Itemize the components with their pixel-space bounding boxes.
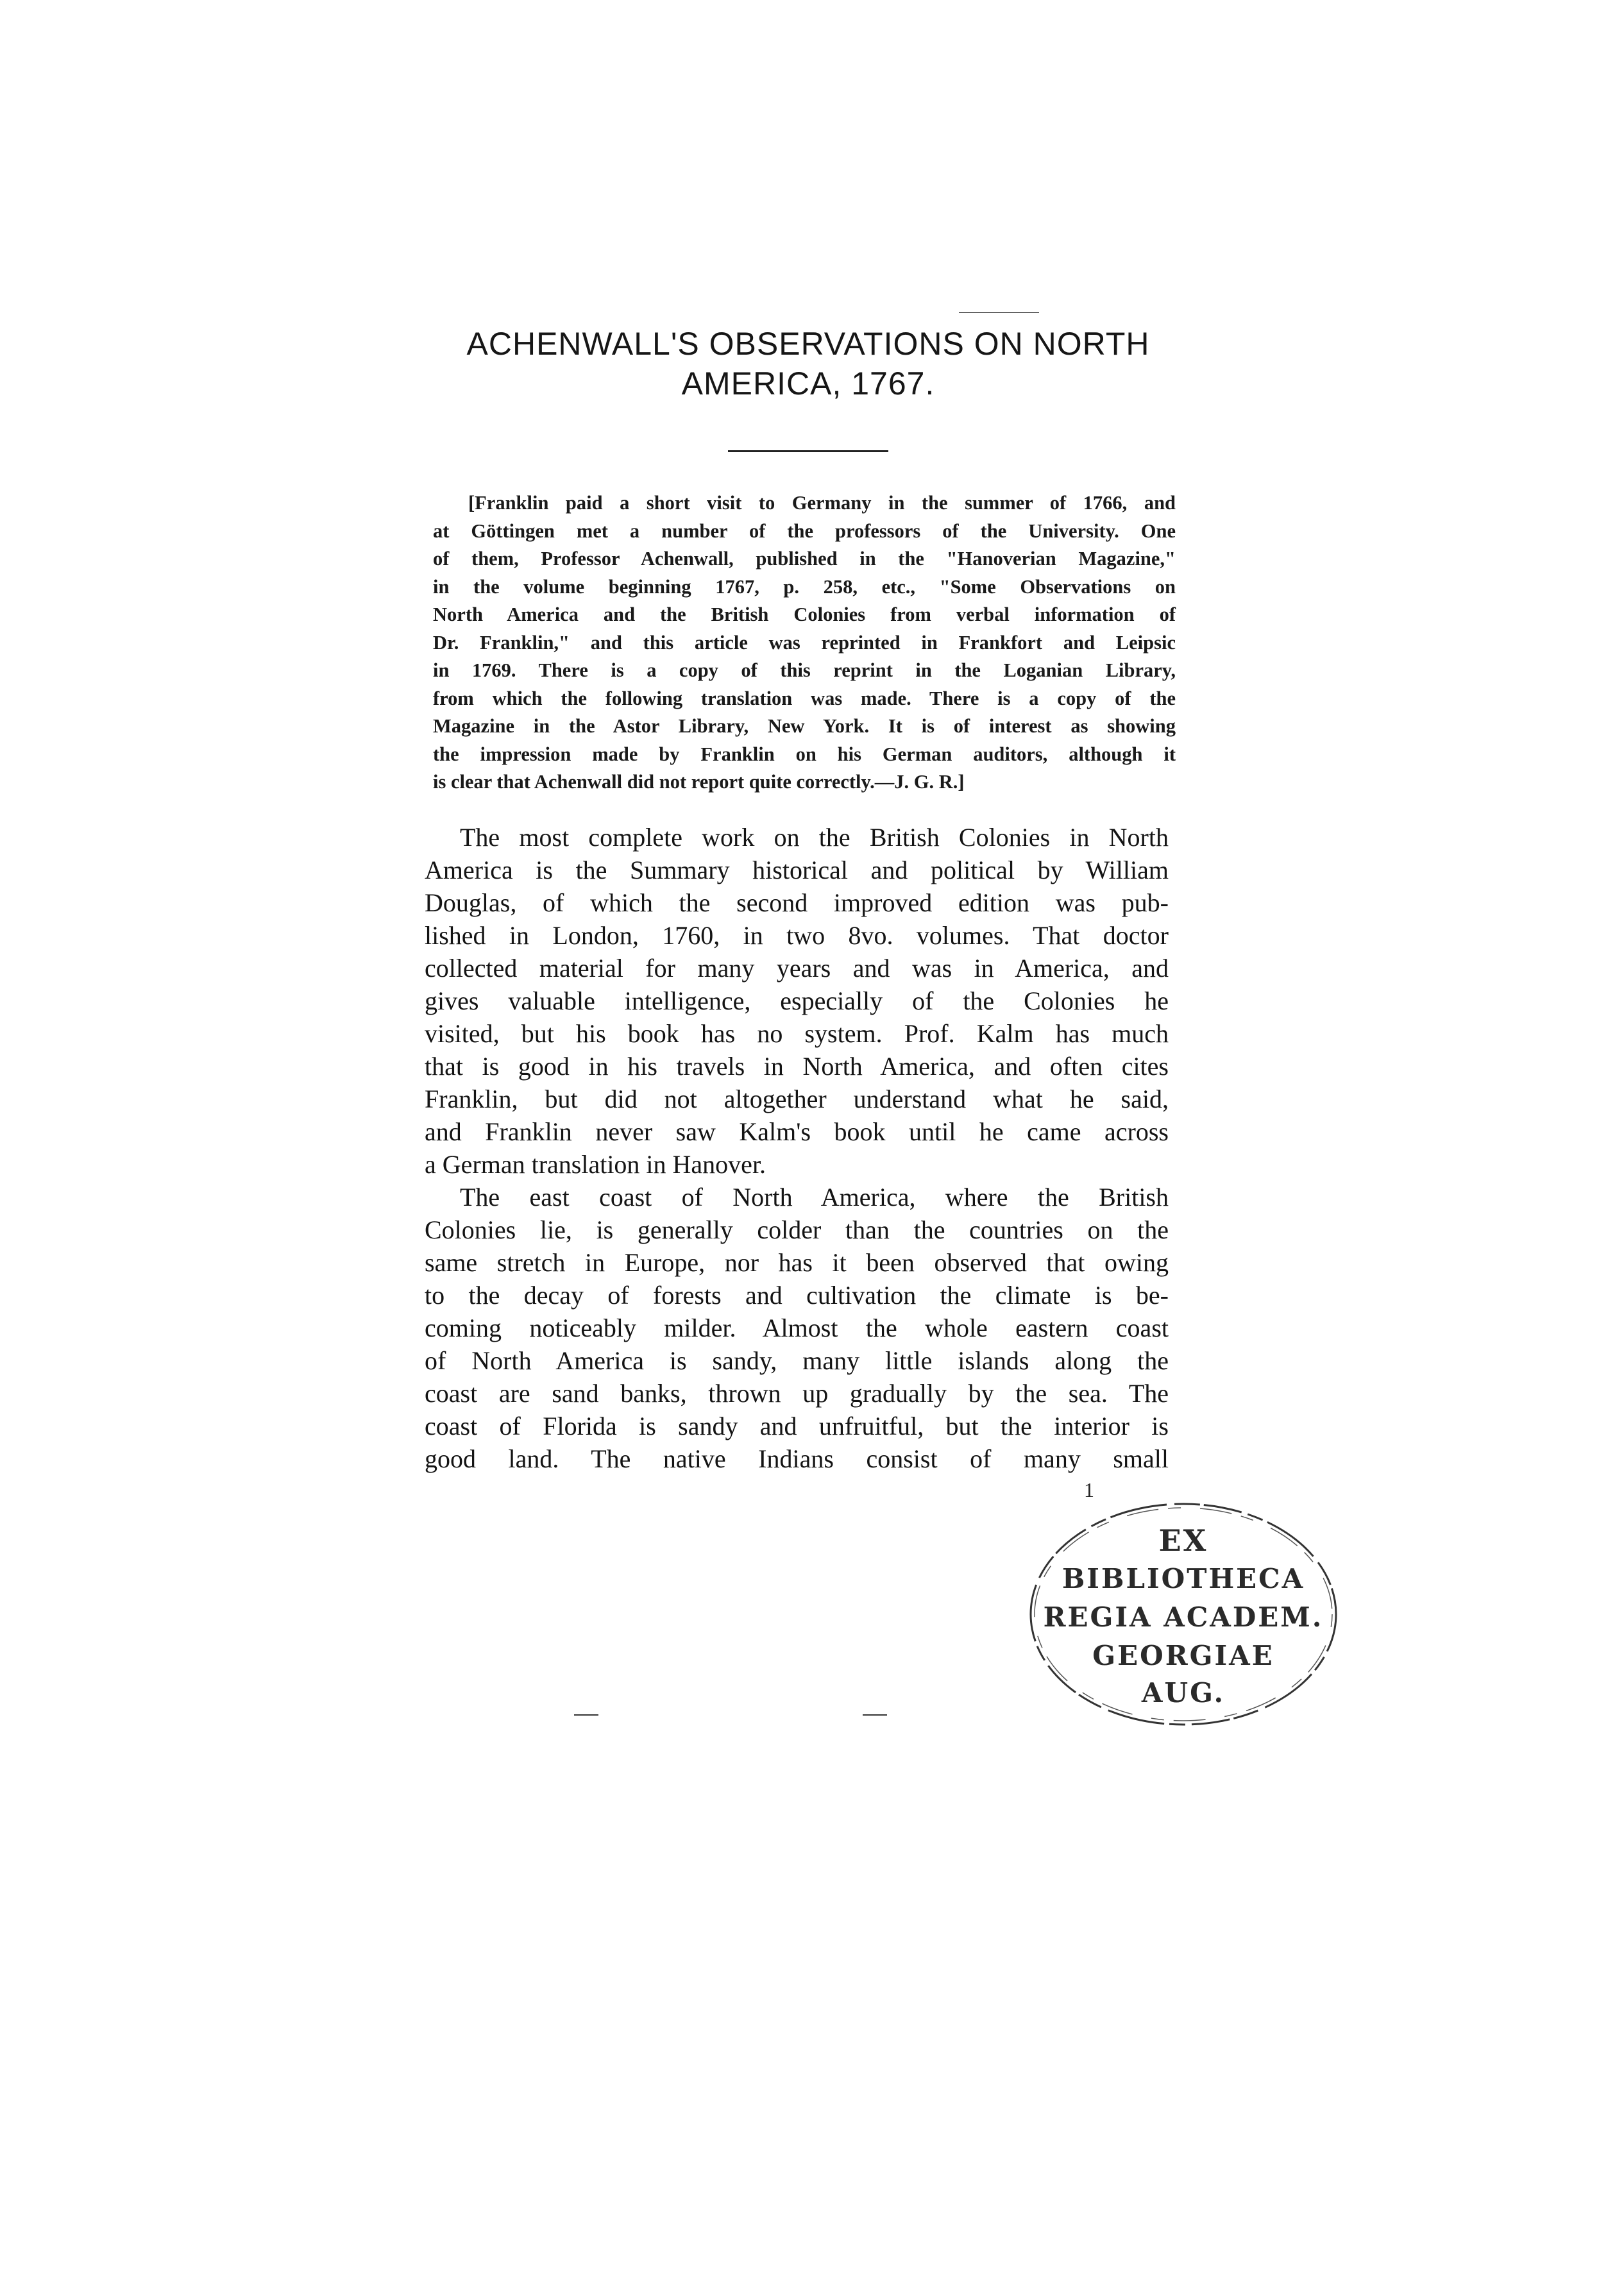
note-line: [Franklin paid a short visit to Germany in the summer of 1766, and — [468, 492, 1176, 514]
body-line: and Franklin never saw Kalm's book until he came across — [425, 1117, 1169, 1146]
body-line: coast of Florida is sandy and unfruitful, but the interior is — [425, 1412, 1169, 1440]
title-line-2: AMERICA, 1767. — [681, 366, 935, 401]
body-line: collected material for many years and was in America, and — [425, 954, 1169, 983]
library-stamp — [1023, 1491, 1344, 1735]
body-line: coming noticeably milder. Almost the whole eastern coast — [425, 1313, 1169, 1342]
body-line: to the decay of forests and cultivation the climate is be- — [425, 1281, 1169, 1310]
scan-mark — [959, 312, 1039, 313]
body-line: Colonies lie, is generally colder than the countries on the — [425, 1215, 1169, 1244]
body-line: good land. The native Indians consist of many small — [425, 1444, 1169, 1473]
note-line: at Göttingen met a number of the professors of the University. One — [433, 519, 1176, 542]
stamp-line-2: BIBLIOTHECA — [1062, 1563, 1305, 1594]
body-line: The east coast of North America, where the British — [460, 1183, 1169, 1211]
body-line: Douglas, of which the second improved edition was pub- — [425, 888, 1169, 917]
editor-note — [433, 489, 1176, 797]
body-line: America is the Summary historical and political by William — [425, 856, 1169, 884]
note-line: the impression made by Franklin on his German auditors, although it — [433, 743, 1176, 765]
note-line: from which the following translation was made. There is a copy of the — [433, 687, 1176, 709]
note-line: of them, Professor Achenwall, published in the "Hanoverian Magazine," — [433, 548, 1176, 570]
note-line: Magazine in the Astor Library, New York. It is of interest as showing — [433, 715, 1176, 737]
scan-mark — [574, 1714, 598, 1716]
note-line: in 1769. There is a copy of this reprint in the Loganian Library, — [433, 659, 1176, 681]
paragraph-1 — [425, 821, 1169, 1181]
paragraph-2 — [425, 1181, 1169, 1475]
note-line: is clear that Achenwall did not report quite correctly.—J. G. R.] — [433, 771, 965, 793]
body-line: coast are sand banks, thrown up gradually by the sea. The — [425, 1379, 1169, 1408]
stamp-line-4: GEORGIAE — [1092, 1640, 1274, 1671]
title-rule — [728, 450, 888, 452]
article-title — [436, 324, 1180, 403]
title-line-1: ACHENWALL'S OBSERVATIONS ON NORTH — [466, 326, 1150, 362]
stamp-line-3: REGIA ACADEM. — [1043, 1601, 1324, 1633]
body-line: The most complete work on the British Colonies in North — [460, 823, 1169, 852]
body-line: a German translation in Hanover. — [425, 1150, 766, 1179]
body-line: same stretch in Europe, nor has it been observed that owing — [425, 1248, 1169, 1277]
stamp-line-5: AUG. — [1141, 1677, 1226, 1709]
body-line: of North America is sandy, many little islands along the — [425, 1346, 1169, 1375]
scan-mark — [863, 1714, 887, 1716]
body-line: Franklin, but did not altogether understand what he said, — [425, 1085, 1169, 1113]
stamp-line-1: EX — [1158, 1523, 1208, 1558]
body-line: lished in London, 1760, in two 8vo. volumes. That doctor — [425, 921, 1169, 950]
page-number: 1 — [1084, 1478, 1094, 1501]
note-line: Dr. Franklin," and this article was reprinted in Frankfort and Leipsic — [433, 631, 1176, 654]
body-text — [425, 821, 1169, 1475]
note-line: North America and the British Colonies from verbal information of — [433, 604, 1176, 625]
body-line: visited, but his book has no system. Prof. Kalm has much — [425, 1019, 1169, 1048]
body-line: gives valuable intelligence, especially of the Colonies he — [425, 986, 1169, 1015]
note-line: in the volume beginning 1767, p. 258, etc., "Some Observations on — [433, 575, 1176, 598]
body-line: that is good in his travels in North America, and often cites — [425, 1052, 1169, 1081]
